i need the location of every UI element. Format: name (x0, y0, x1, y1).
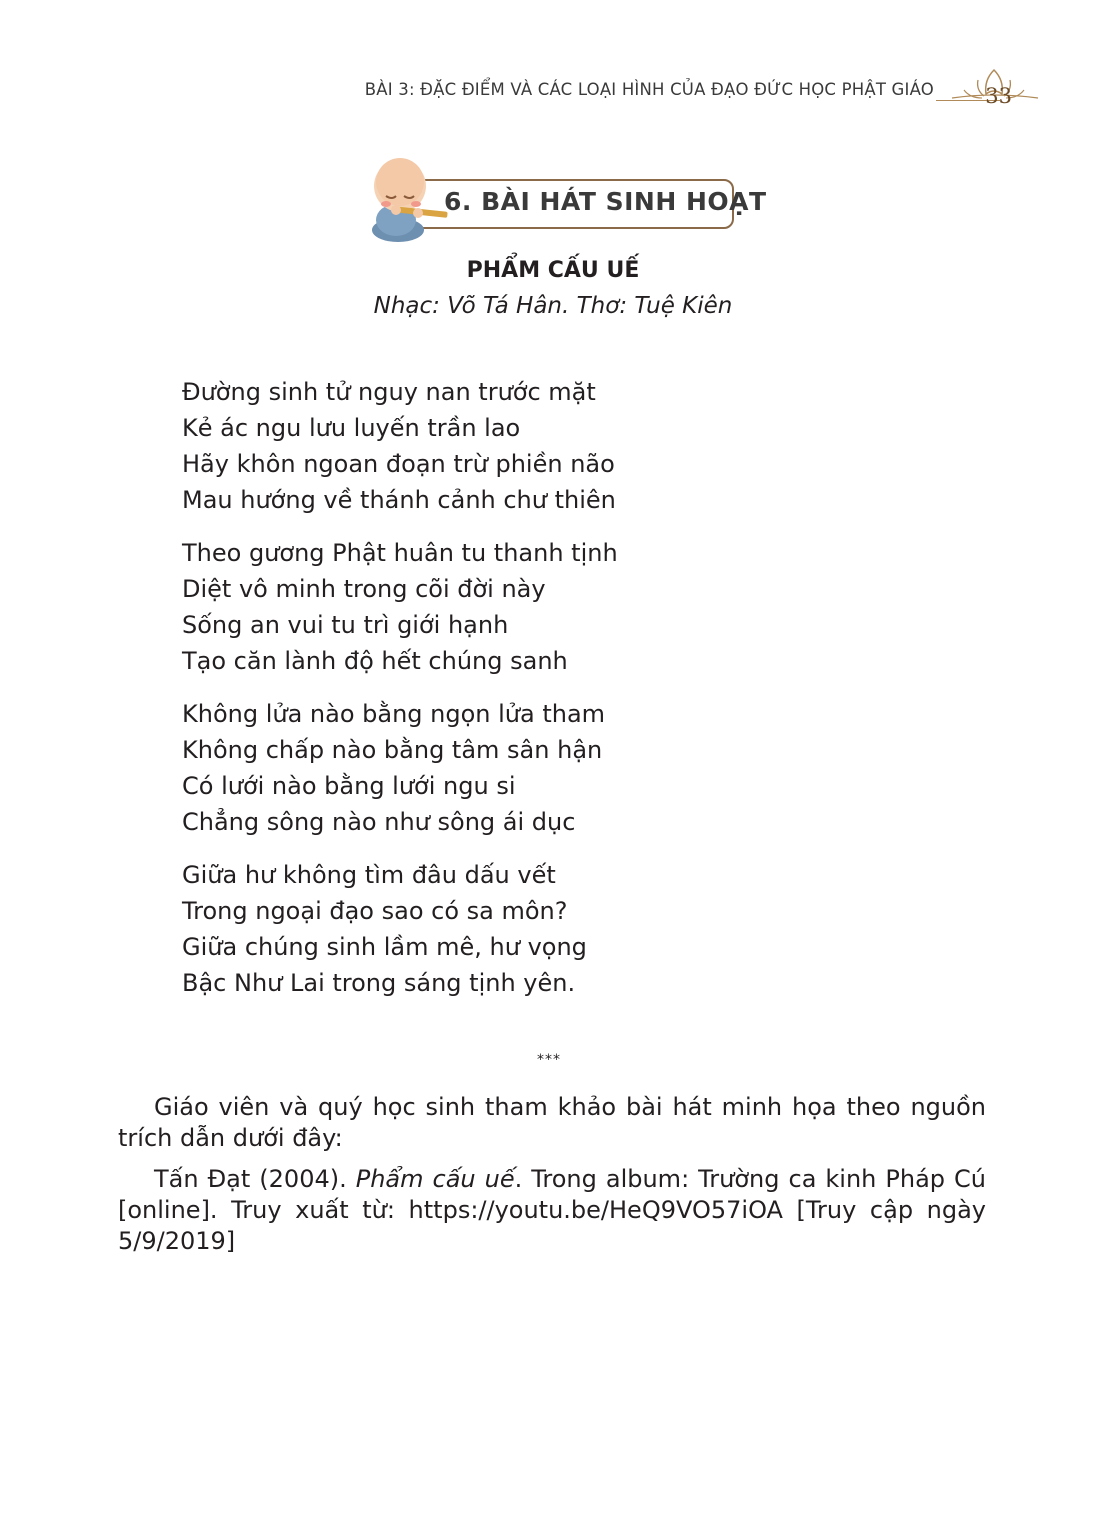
lyric-line: Theo gương Phật huân tu thanh tịnh (182, 539, 618, 567)
note-intro: Giáo viên và quý học sinh tham khảo bài hát minh họa theo nguồn trích dẫn dưới đây: (118, 1093, 986, 1152)
stanza-2 (182, 535, 618, 679)
citation-source: . Trong album: Trường ca kinh Pháp Cú [online]. Truy xuất từ: https://youtu.be/HeQ9VO57iOA [Truy cập ngày 5/9/2019] (118, 1165, 986, 1255)
lyric-line: Hãy khôn ngoan đoạn trừ phiền não (182, 450, 615, 478)
stanza-4 (182, 857, 587, 1001)
song-title: PHẨM CẤU UẾ (466, 258, 640, 283)
lyric-line: Có lưới nào bằng lưới ngu si (182, 772, 516, 800)
lyric-line: Mau hướng về thánh cảnh chư thiên (182, 486, 616, 514)
page-header (300, 78, 1040, 118)
page-number: 33 (985, 84, 1012, 108)
lyric-line: Đường sinh tử nguy nan trước mặt (182, 378, 596, 406)
citation-author: Tấn Đạt (2004). (154, 1165, 356, 1193)
monk-flute-icon (362, 152, 452, 244)
chapter-title: BÀI 3: ĐẶC ĐIỂM VÀ CÁC LOẠI HÌNH CỦA ĐẠO ĐỨC HỌC PHẬT GIÁO (364, 80, 934, 99)
lyric-line: Sống an vui tu trì giới hạnh (182, 611, 509, 639)
lyric-line: Kẻ ác ngu lưu luyến trần lao (182, 414, 521, 442)
lyric-line: Chẳng sông nào như sông ái dục (182, 808, 576, 836)
citation-title: Phẩm cấu uế (355, 1165, 515, 1193)
lyric-line: Trong ngoại đạo sao có sa môn? (182, 897, 568, 925)
section-title: 6. BÀI HÁT SINH HOẠT (444, 187, 767, 216)
lyric-line: Không chấp nào bằng tâm sân hận (182, 736, 603, 764)
lyric-line: Giữa chúng sinh lầm mê, hư vọng (182, 933, 587, 961)
lyric-line: Bậc Như Lai trong sáng tịnh yên. (182, 969, 576, 997)
lyric-line: Diệt vô minh trong cõi đời này (182, 575, 546, 603)
song-credit: Nhạc: Võ Tá Hân. Thơ: Tuệ Kiên (373, 293, 733, 319)
lyric-line: Tạo căn lành độ hết chúng sanh (182, 647, 568, 675)
separator: *** (537, 1052, 561, 1068)
stanza-1 (182, 374, 616, 518)
lyric-line: Không lửa nào bằng ngọn lửa tham (182, 700, 606, 728)
citation (118, 1164, 986, 1257)
lyric-line: Giữa hư không tìm đâu dấu vết (182, 861, 556, 889)
stanza-3 (182, 696, 605, 840)
